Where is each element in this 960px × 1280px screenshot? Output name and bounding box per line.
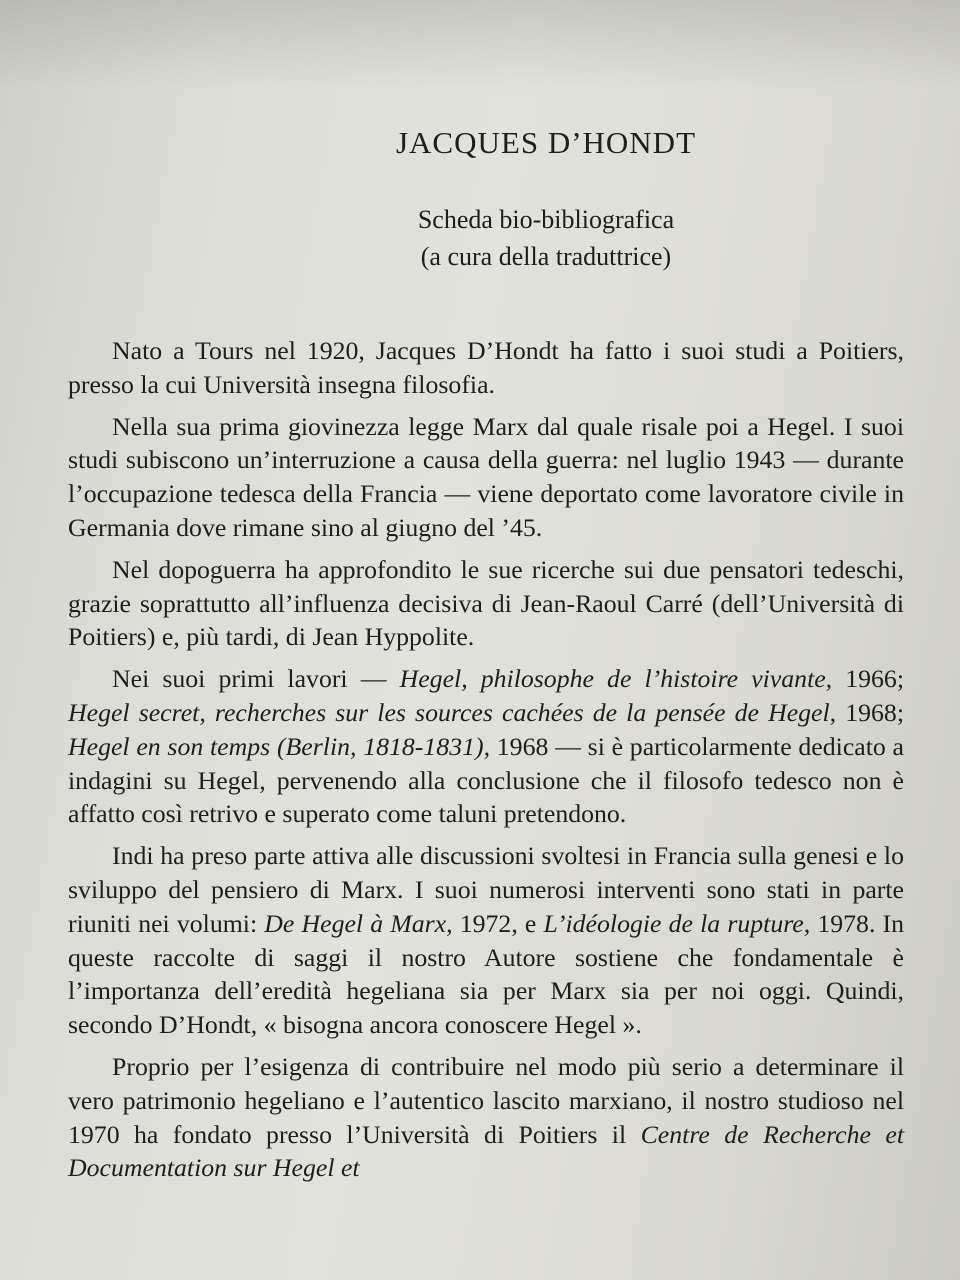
p5-text-a: Indi ha preso parte attiva alle discussioni svoltesi in Francia sulla genesi e lo sviluppo del pensiero di Marx. I suoi numerosi interventi sono stati in parte riuniti nei volumi: — [68, 841, 904, 938]
page-shadow — [0, 0, 960, 90]
p4-text-g: 1968 — si è particolarmente dedicato a indagini su Hegel, pervenendo alla conclusione che il filosofo tedesco non è affatto così retrivo e superato come taluni pretendono. — [68, 731, 904, 829]
paragraph-1: Nato a Tours nel 1920, Jacques D’Hondt ha fatto i suoi studi a Poitiers, presso la cui Università insegna filosofia. — [68, 336, 904, 399]
paragraph-5 — [68, 839, 904, 1042]
page-subtitle — [68, 201, 904, 275]
p6-title-1: Centre de Recherche et Documentation sur Hegel et — [68, 1119, 905, 1183]
p5-title-2: L’idéologie de la rupture, — [543, 908, 811, 938]
paragraph-3: Nel dopoguerra ha approfondito le sue ricerche sui due pensatori tedeschi, grazie soprattutto all’influenza decisiva di Jean-Raoul Carré (dell’Università di Poitiers) e, più tardi, di Jean Hyppolite. — [68, 554, 904, 652]
p4-text-c: 1966; — [832, 664, 904, 694]
p5-text-c: 1972, e — [452, 908, 544, 938]
p4-text-e: 1968; — [836, 697, 904, 727]
paragraph-2: Nella sua prima giovinezza legge Marx dal quale risale poi a Hegel. I suoi studi subiscono un’interruzione a causa della guerra: nel luglio 1943 — durante l’occupazione tedesca della Francia — viene deportato come lavoratore civile in Germania dove rimane sino al giugno del ’45. — [68, 411, 904, 542]
p4-text-a: Nei suoi primi lavori — — [112, 664, 400, 694]
body-text — [68, 334, 904, 1185]
subtitle-line-2: (a cura della traduttrice) — [420, 242, 672, 271]
document-page — [68, 125, 904, 1193]
p4-title-2: Hegel secret, recherches sur les sources cachées de la pensée de Hegel, — [68, 697, 837, 727]
paragraph-6 — [68, 1050, 904, 1185]
p4-title-3: Hegel en son temps (Berlin, 1818-1831), — [68, 731, 491, 761]
p5-title-1: De Hegel à Marx, — [264, 908, 453, 938]
subtitle-line-1: Scheda bio-bibliografica — [417, 205, 675, 234]
page-title: JACQUES D’HONDT — [395, 125, 697, 160]
paragraph-4 — [68, 662, 904, 831]
p6-text-a: Proprio per l’esigenza di contribuire nel modo più serio a determinare il vero patrimonio hegeliano e l’autentico lascito marxiano, il nostro studioso nel 1970 ha fondato presso l’Università di Poitiers il — [68, 1051, 904, 1149]
p5-text-e: 1978. In queste raccolte di saggi il nostro Autore sostiene che fondamentale è l’importanza dell’eredità hegeliana sia per Marx sia per noi oggi. Quindi, secondo D’Hondt, « bisogna ancora conoscere Hegel ». — [68, 908, 905, 1040]
p4-title-1: Hegel, philosophe de l’histoire vivante, — [399, 664, 833, 694]
